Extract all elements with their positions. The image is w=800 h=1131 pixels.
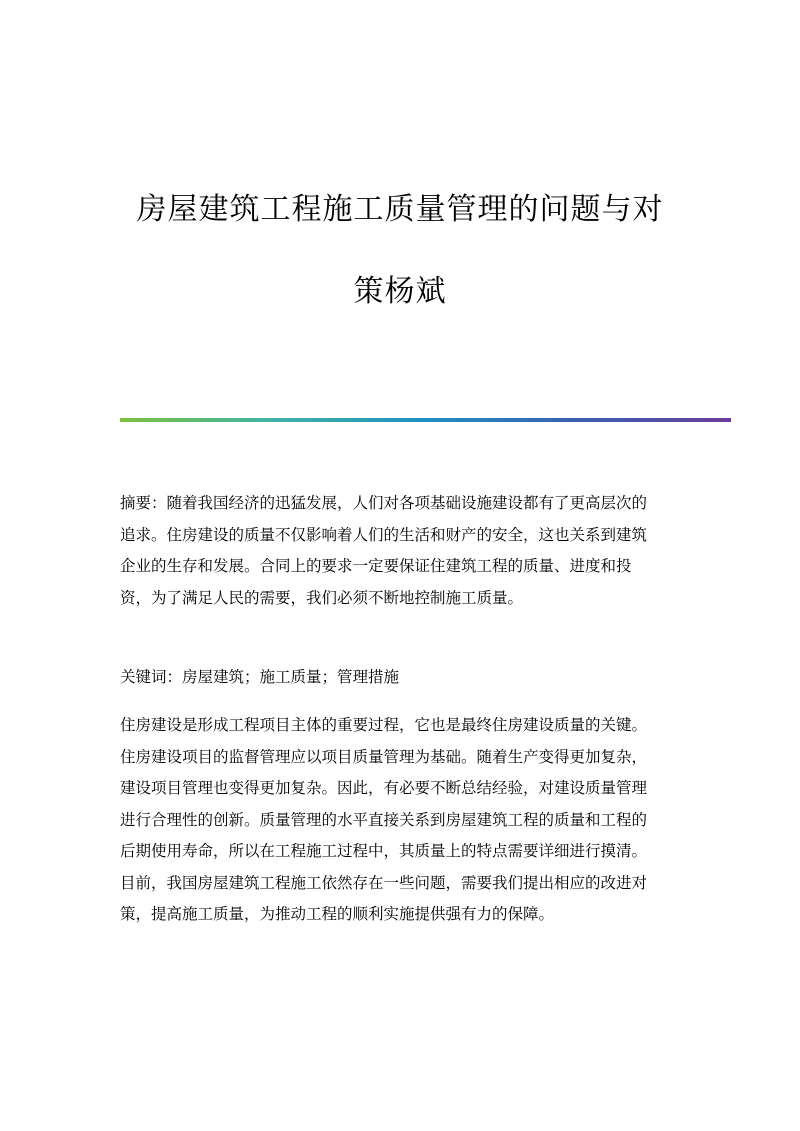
abstract-paragraph	[120, 488, 680, 614]
intro-line: 策，提高施工质量，为推动工程的顺利实施提供强有力的保障。	[120, 905, 555, 923]
keywords-line: 关键词：房屋建筑；施工质量；管理措施	[120, 668, 400, 686]
title-divider	[120, 418, 731, 422]
abstract-line: 摘要：随着我国经济的迅猛发展，人们对各项基础设施建设都有了更高层次的	[120, 494, 648, 512]
intro-line: 目前，我国房屋建筑工程施工依然存在一些问题，需要我们提出相应的改进对	[120, 873, 648, 892]
document-title-line-2: 策杨斌	[353, 274, 447, 309]
intro-line: 进行合理性的创新。质量管理的水平直接关系到房屋建筑工程的质量和工程的	[120, 810, 648, 829]
abstract-line: 追求。住房建设的质量不仅影响着人们的生活和财产的安全，这也关系到建筑	[120, 525, 648, 544]
intro-line: 住房建设是形成工程项目主体的重要过程，它也是最终住房建设质量的关键。	[120, 716, 648, 734]
document-title-line-1: 房屋建筑工程施工质量管理的问题与对	[136, 192, 664, 227]
intro-line: 后期使用寿命，所以在工程施工过程中，其质量上的特点需要详细进行摸清。	[120, 842, 648, 860]
intro-paragraph	[120, 710, 680, 931]
intro-line: 住房建设项目的监督管理应以项目质量管理为基础。随着生产变得更加复杂，	[120, 747, 648, 766]
intro-line: 建设项目管理也变得更加复杂。因此，有必要不断总结经验，对建设质量管理	[120, 779, 648, 797]
abstract-line: 资，为了满足人民的需要，我们必须不断地控制施工质量。	[120, 588, 524, 607]
abstract-line: 企业的生存和发展。合同上的要求一定要保证住建筑工程的质量、进度和投	[120, 557, 632, 575]
